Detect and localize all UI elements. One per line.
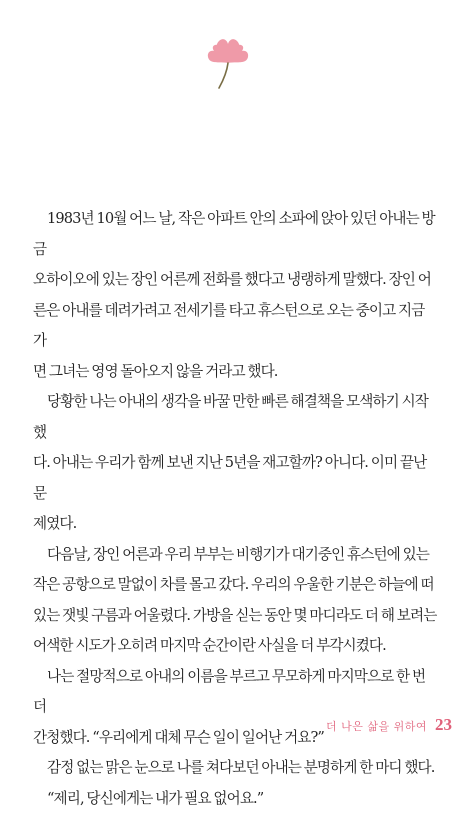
paragraph: 나는 절망적으로 아내의 이름을 부르고 무모하게 마지막으로 한 번 더 간청했다. “우리에게 대체 무슨 일이 일어난 거요?” — [33, 662, 437, 754]
paragraph: 1983년 10월 어느 날, 작은 아파트 안의 소파에 앉아 있던 아내는 방금 오하이오에 있는 장인 어른께 전화를 했다고 냉랭하게 말했다. 장인 어 른은 아내를 데려가려고 전세기를 타고 휴스턴으로 오는 중이고 지금 가 면 그녀는 영영 돌아오지 않을 거라고 했다. — [33, 204, 437, 387]
page-number: 23 — [435, 715, 452, 735]
paragraph: “제리, 당신에게는 내가 필요 없어요.” — [33, 784, 437, 814]
page-footer — [282, 715, 452, 737]
paragraph: 당황한 나는 아내의 생각을 바꿀 만한 빠른 해결책을 모색하기 시작했 다. 아내는 우리가 함께 보낸 지난 5년을 재고할까? 아니다. 이미 끝난 문 제였다. — [33, 387, 437, 540]
paragraph: 다음날, 장인 어른과 우리 부부는 비행기가 대기중인 휴스턴에 있는 작은 공항으로 말없이 차를 몰고 갔다. 우리의 우울한 기분은 하늘에 떠 있는 잿빛 구름과 어울렸다. 가방을 싣는 동안 몇 마디라도 더 해 보려는 어색한 시도가 오히려 마지막 순간이란 사실을 더 부각시켰다. — [33, 540, 437, 662]
clover-icon — [205, 35, 251, 91]
running-title: 더 나은 삶을 위하여 — [326, 718, 427, 734]
paragraph: 감정 없는 맑은 눈으로 나를 쳐다보던 아내는 분명하게 한 마디 했다. — [33, 753, 437, 784]
